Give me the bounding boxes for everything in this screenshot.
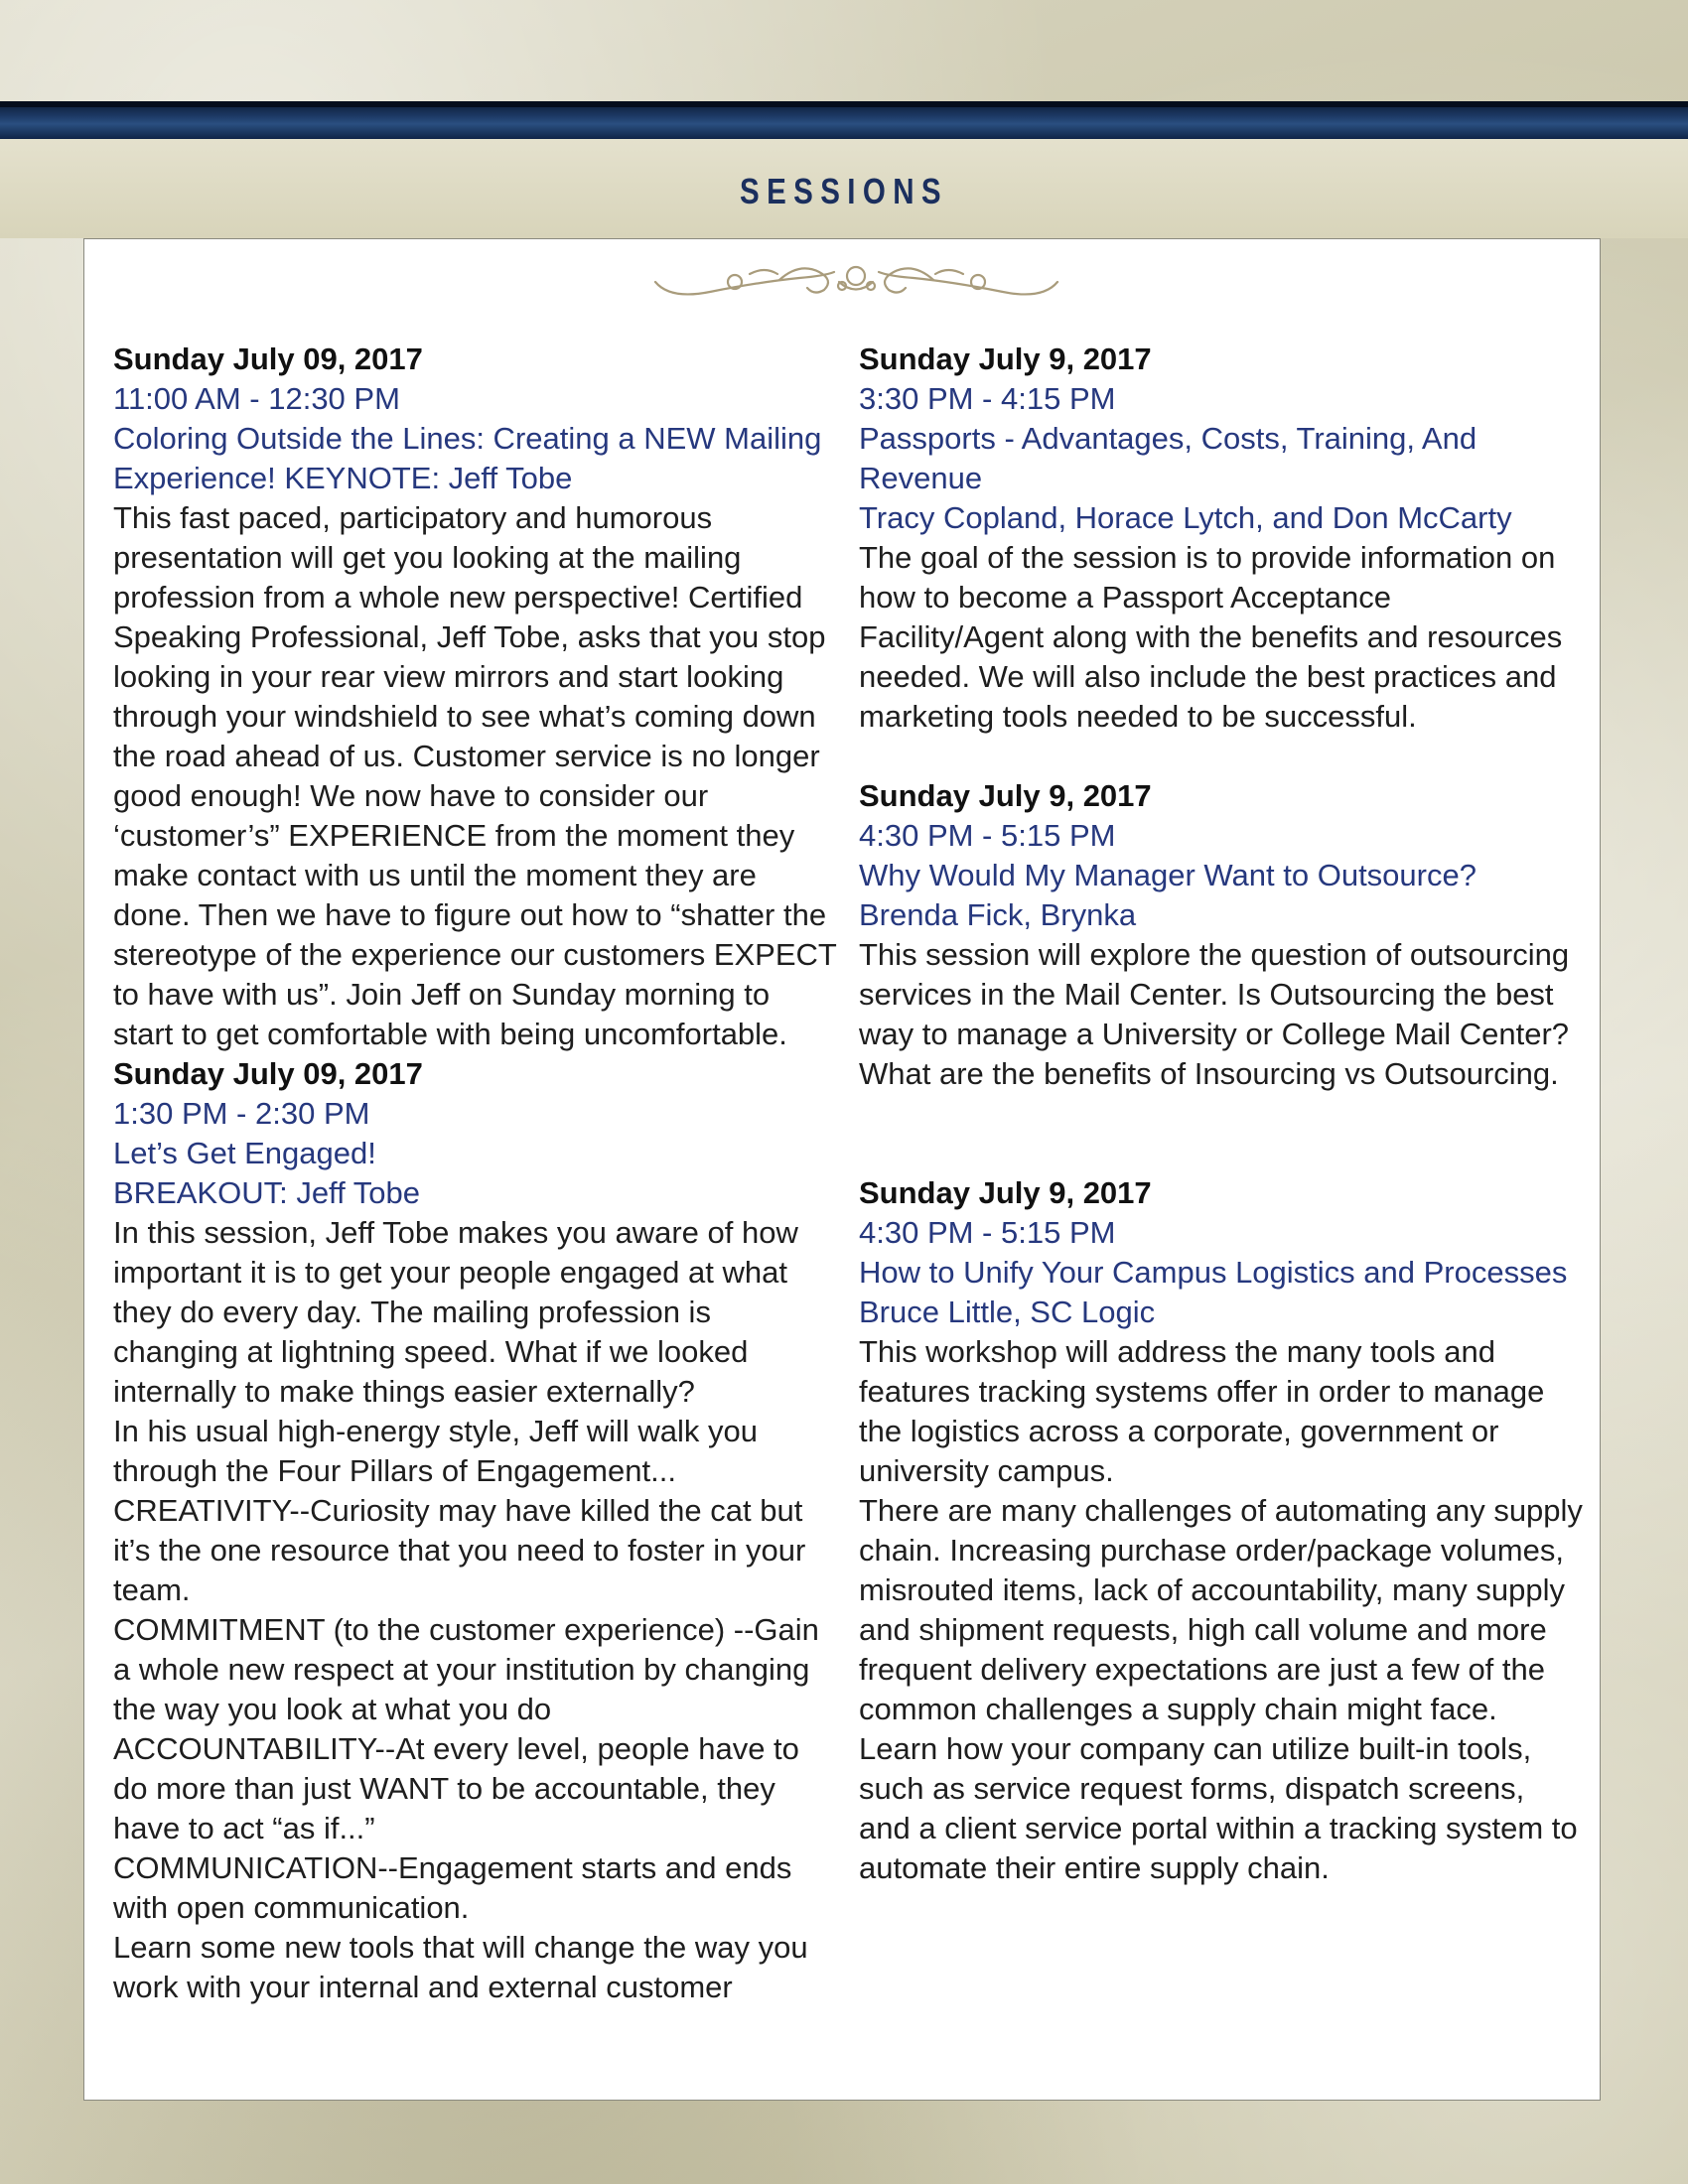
header-band <box>0 101 1688 139</box>
session-time: 11:00 AM - 12:30 PM <box>113 381 400 416</box>
session-description <box>859 1332 1584 1888</box>
session-time: 1:30 PM - 2:30 PM <box>113 1096 370 1131</box>
description-paragraph: The goal of the session is to provide information on how to become a Passport Acceptance Facility/Agent along with the benefits and resources needed. We will also include the best practices and marketing tools needed to be successful. <box>859 540 1563 734</box>
session-date: Sunday July 9, 2017 <box>859 341 1152 376</box>
description-paragraph: There are many challenges of automating any supply chain. Increasing purchase order/package volumes, misrouted items, lack of accountability, many supply and shipment requests, high call volume and more frequent delivery expectations are just a few of the common challenges a supply chain might face. Learn how your company can utilize built-in tools, such as service request forms, dispatch screens, and a client service portal within a tracking system to automate their entire supply chain. <box>859 1493 1583 1885</box>
session-speaker: BREAKOUT: Jeff Tobe <box>113 1175 421 1210</box>
session-speaker: Bruce Little, SC Logic <box>859 1295 1156 1329</box>
description-paragraph: This workshop will address the many tools and features tracking systems offer in order to manage the logistics across a corporate, government or university campus. <box>859 1334 1545 1488</box>
left-column <box>113 340 838 2007</box>
spacer <box>859 1094 1584 1134</box>
description-paragraph: CREATIVITY--Curiosity may have killed the cat but it’s the one resource that you need to foster in your team. <box>113 1493 806 1607</box>
description-paragraph: Learn some new tools that will change the way you work with your internal and external customer <box>113 1930 808 2004</box>
spacer <box>859 1134 1584 1173</box>
session-title: How to Unify Your Campus Logistics and Processes <box>859 1255 1568 1290</box>
description-paragraph: In this session, Jeff Tobe makes you aware of how important it is to get your people engaged at what they do every day. The mailing profession is changing at lightning speed. What if we looked internally to make things easier externally? <box>113 1215 798 1409</box>
session-title: Let’s Get Engaged! <box>113 1136 376 1170</box>
description-paragraph: COMMITMENT (to the customer experience) --Gain a whole new respect at your institution by changing the way you look at what you do <box>113 1612 819 1726</box>
session-speaker: Brenda Fick, Brynka <box>859 897 1137 932</box>
session-description <box>113 498 838 1054</box>
session-outsource <box>859 776 1584 1094</box>
session-time: 4:30 PM - 5:15 PM <box>859 818 1116 853</box>
description-paragraph: This fast paced, participatory and humorous presentation will get you looking at the mailing profession from a whole new perspective! Certified Speaking Professional, Jeff Tobe, asks that you stop looking in your rear view mirrors and start looking through your windshield to see what’s coming down the road ahead of us. Customer service is no longer good enough! We now have to consider our ‘customer’s” EXPERIENCE from the moment they make contact with us until the moment they are done. Then we have to figure out how to “shatter the stereotype of the experience our customers EXPECT to have with us”. Join Jeff on Sunday morning to start to get comfortable with being uncomfortable. <box>113 500 837 1051</box>
session-date: Sunday July 9, 2017 <box>859 778 1152 813</box>
right-column <box>859 340 1584 1888</box>
session-breakout <box>113 1054 838 2007</box>
session-title: Passports - Advantages, Costs, Training, And Revenue <box>859 421 1477 495</box>
session-description <box>859 538 1584 737</box>
spacer <box>859 737 1584 776</box>
page-title: SESSIONS <box>740 171 948 211</box>
session-description <box>859 935 1584 1094</box>
description-paragraph: In his usual high-energy style, Jeff will walk you through the Four Pillars of Engagement... <box>113 1414 759 1488</box>
session-description <box>113 1213 838 2007</box>
session-date: Sunday July 9, 2017 <box>859 1175 1152 1210</box>
session-title: Why Would My Manager Want to Outsource? <box>859 858 1477 892</box>
description-paragraph: This session will explore the question of outsourcing services in the Mail Center. Is Outsourcing the best way to manage a University or College Mail Center? What are the benefits of Insourcing vs Outsourcing. <box>859 937 1570 1091</box>
session-title: Coloring Outside the Lines: Creating a NEW Mailing Experience! KEYNOTE: Jeff Tobe <box>113 421 822 495</box>
session-speaker: Tracy Copland, Horace Lytch, and Don McCarty <box>859 500 1512 535</box>
session-logistics <box>859 1173 1584 1888</box>
description-paragraph: COMMUNICATION--Engagement starts and ends with open communication. <box>113 1850 792 1925</box>
session-passports <box>859 340 1584 737</box>
session-date: Sunday July 09, 2017 <box>113 1056 423 1091</box>
session-time: 4:30 PM - 5:15 PM <box>859 1215 1116 1250</box>
session-time: 3:30 PM - 4:15 PM <box>859 381 1116 416</box>
session-date: Sunday July 09, 2017 <box>113 341 423 376</box>
session-keynote <box>113 340 838 1054</box>
flourish-ornament-icon <box>650 252 1062 312</box>
description-paragraph: ACCOUNTABILITY--At every level, people have to do more than just WANT to be accountable, they have to act “as if...” <box>113 1731 799 1845</box>
